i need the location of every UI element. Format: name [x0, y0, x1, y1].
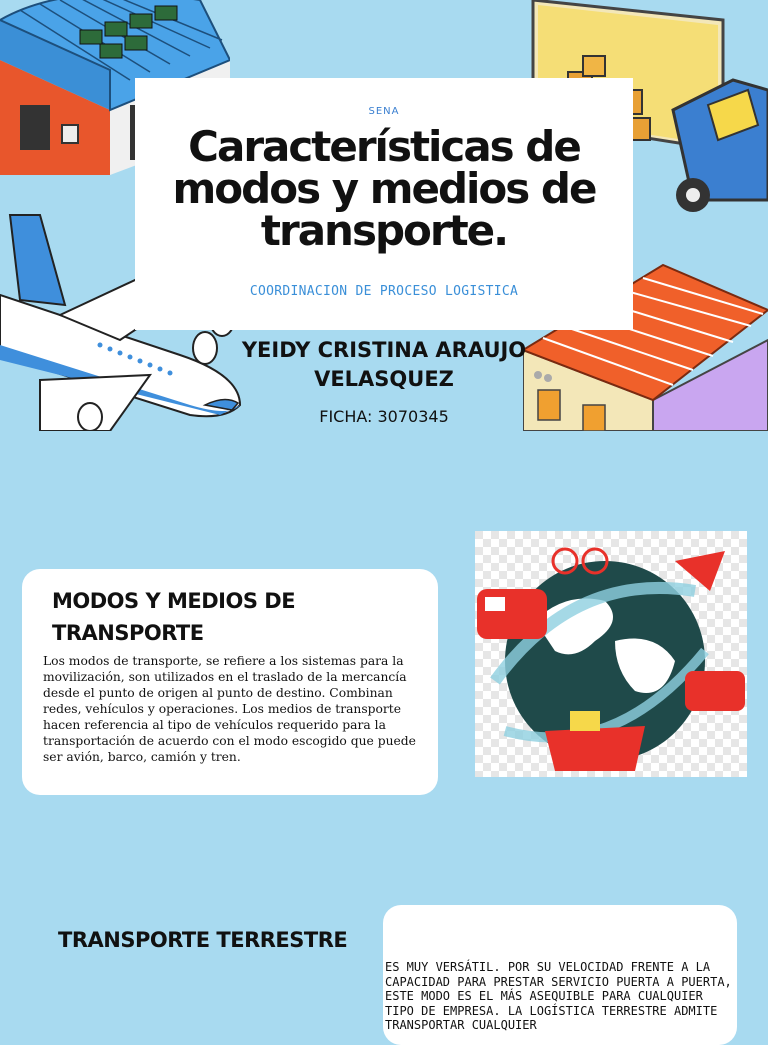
author-name: YEIDY CRISTINA ARAUJO VELASQUEZ — [241, 338, 527, 391]
globe-transport-illustration — [475, 531, 747, 777]
section-heading-terrestre: TRANSPORTE TERRESTRE — [58, 928, 348, 952]
program-label: COORDINACION DE PROCESO LOGISTICA — [249, 284, 519, 299]
section-body-terrestre: ES MUY VERSÁTIL. POR SU VELOCIDAD FRENTE A LA CAPACIDAD PARA PRESTAR SERVICIO PUERTA A PUERTA, ESTE MODO ES EL MÁS ASEQUIBLE PARA CUALQUIER TIPO DE EMPRESA. LA LOGÍSTICA TERRESTRE ADMITE TRANSPORTAR CUALQUIER — [385, 960, 732, 1032]
section-body-modos: Los modos de transporte, se refiere a los sistemas para la movilización, son utilizados en el traslado de la mercancía desde el punto de origen al punto de destino. Combinan redes, vehículos y operaciones. Los medios de transporte hacen referencia al tipo de vehículos requerido para la transportación de acuerdo con el modo escogido que puede ser avión, barco, camión y tren. — [43, 654, 416, 764]
section-heading-modos: MODOS Y MEDIOS DE TRANSPORTE — [52, 589, 296, 645]
ficha-label: FICHA: 3070345 — [319, 407, 449, 426]
org-label: SENA — [368, 106, 400, 117]
page-title: Características de modos y medios de transporte. — [172, 122, 596, 255]
